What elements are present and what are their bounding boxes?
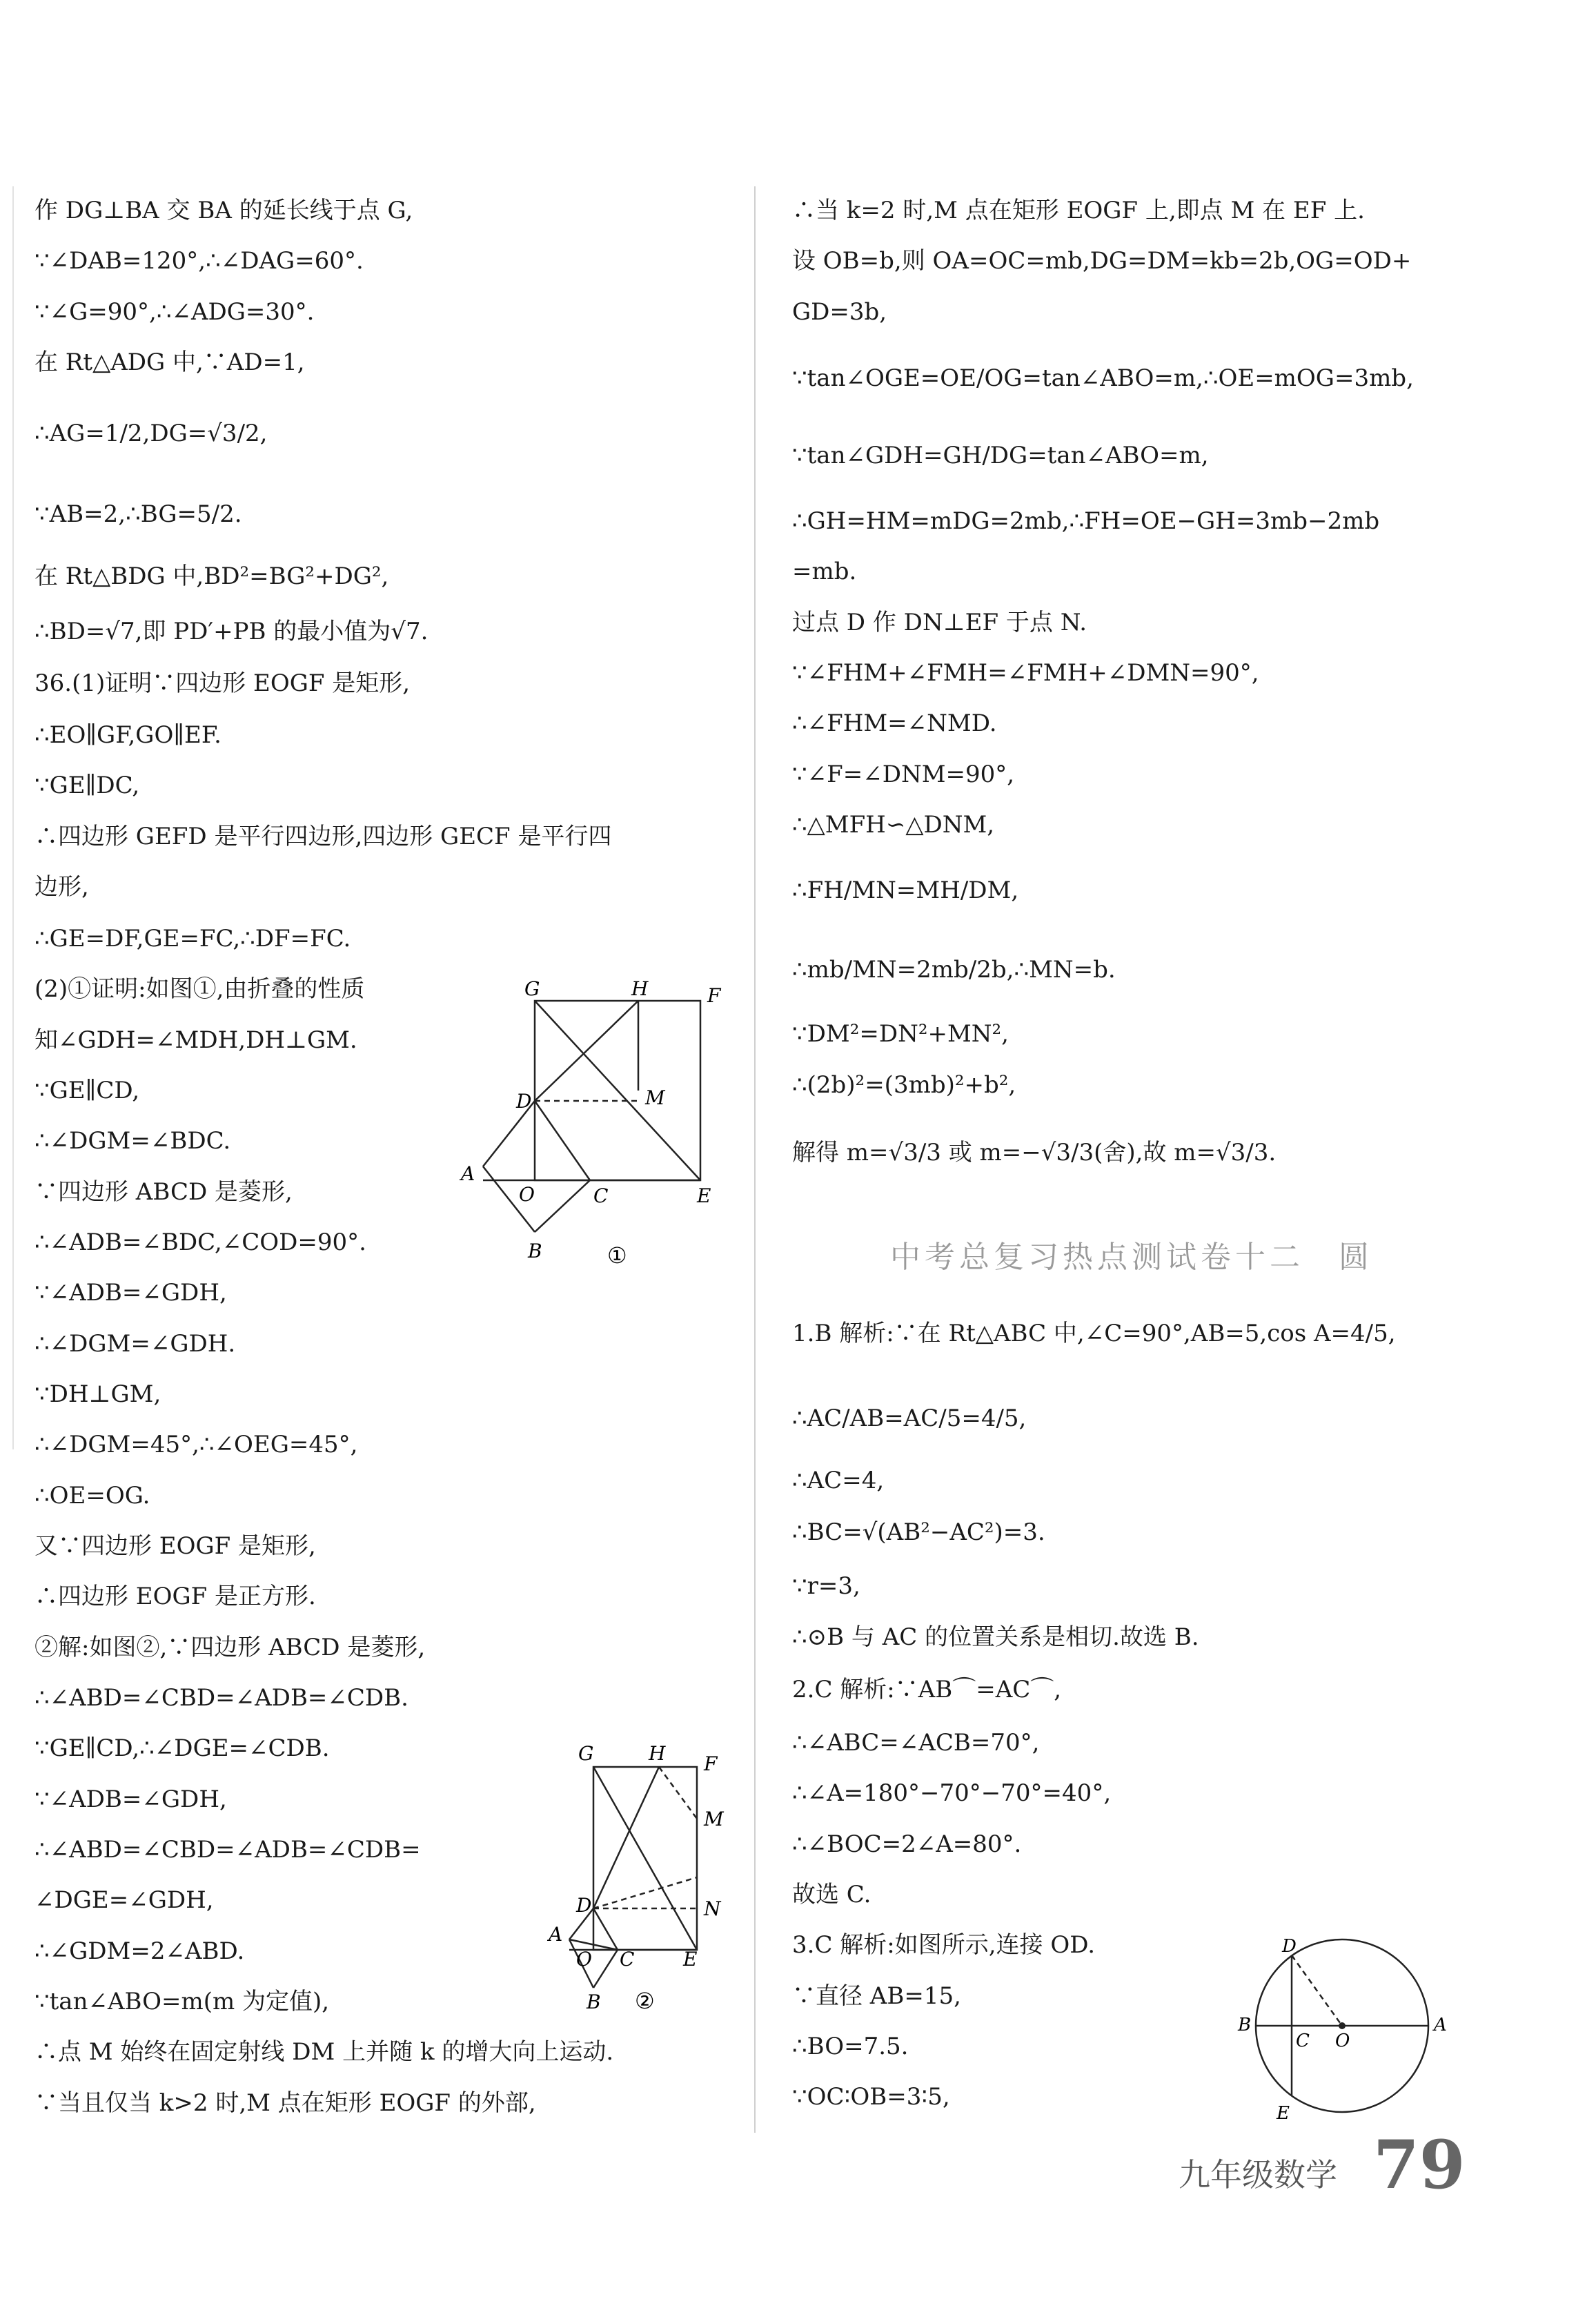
fig3-label-a: A <box>1434 2015 1447 2035</box>
fig2-label-d: D <box>576 1894 592 1917</box>
fig1-label-m: M <box>645 1086 665 1109</box>
fig2-label-b: B <box>587 1991 601 2013</box>
left-text-line: ∴∠GDM=2∠ABD. <box>35 1937 245 1965</box>
right-text-line: 故选 C. <box>792 1881 871 1908</box>
figure-1-diagram <box>455 980 731 1270</box>
fig2-label-a: A <box>549 1923 563 1946</box>
fig3-label-o: O <box>1335 2031 1350 2051</box>
left-text-line: ∵∠ADB=∠GDH, <box>35 1786 227 1813</box>
left-text-line: ∴∠DGM=45°,∴∠OEG=45°, <box>35 1431 358 1458</box>
right-text-line: ∴∠ABC=∠ACB=70°, <box>792 1729 1040 1757</box>
fig2-label-g: G <box>578 1742 594 1765</box>
right-text-line: 1.B 解析:∵在 Rt△ABC 中,∠C=90°,AB=5,cos A=4/5, <box>792 1320 1396 1347</box>
fig3-label-e: E <box>1277 2103 1290 2124</box>
left-text-line: (2)①证明:如图①,由折叠的性质 <box>35 975 365 1003</box>
right-text-line: ∵∠FHM+∠FMH=∠FMH+∠DMN=90°, <box>792 659 1259 687</box>
right-text-line: 3.C 解析:如图所示,连接 OD. <box>792 1931 1096 1959</box>
right-text-line: ∴当 k=2 时,M 点在矩形 EOGF 上,即点 M 在 EF 上. <box>792 197 1365 224</box>
left-text-line: ∵GE∥CD,∴∠DGE=∠CDB. <box>35 1734 330 1762</box>
right-text-line: ∴∠A=180°−70°−70°=40°, <box>792 1779 1112 1807</box>
right-text-line: ∵DM²=DN²+MN², <box>792 1020 1009 1048</box>
left-text-line: 在 Rt△ADG 中,∵AD=1, <box>35 349 305 376</box>
left-text-line: ∵tan∠ABO=m(m 为定值), <box>35 1988 330 2015</box>
right-text-line: 过点 D 作 DN⊥EF 于点 N. <box>792 609 1087 636</box>
right-text-line: GD=3b, <box>792 298 887 326</box>
right-text-line: ∴BC=√(AB²−AC²)=3. <box>792 1518 1045 1546</box>
right-text-line: ∴⊙B 与 AC 的位置关系是相切.故选 B. <box>792 1623 1199 1651</box>
fig1-caption: ① <box>607 1242 627 1269</box>
left-text-line: ∵四边形 ABCD 是菱形, <box>35 1178 293 1206</box>
fig2-label-h: H <box>649 1742 666 1765</box>
fig3-label-c: C <box>1296 2031 1310 2051</box>
left-text-line: ∴∠ABD=∠CBD=∠ADB=∠CDB= <box>35 1836 421 1864</box>
right-text-line: ∴BO=7.5. <box>792 2033 909 2060</box>
left-text-line: ∴GE=DF,GE=FC,∴DF=FC. <box>35 925 351 952</box>
fig1-label-d: D <box>516 1090 532 1113</box>
left-text-line: ∵∠DAB=120°,∴∠DAG=60°. <box>35 247 364 275</box>
fig1-label-o: O <box>519 1183 535 1206</box>
fig1-label-f: F <box>707 984 721 1007</box>
left-text-line: ∴四边形 GEFD 是平行四边形,四边形 GECF 是平行四 <box>35 823 612 850</box>
right-text-line: 2.C 解析:∵AB⌒=AC⌒, <box>792 1676 1062 1703</box>
left-text-line: ∵∠ADB=∠GDH, <box>35 1279 227 1307</box>
fig1-label-c: C <box>593 1184 609 1207</box>
left-text-line: ∵DH⊥GM, <box>35 1380 161 1408</box>
right-text-line: ∵OC∶OB=3∶5, <box>792 2083 950 2111</box>
right-text-line: ∵tan∠OGE=OE/OG=tan∠ABO=m,∴OE=mOG=3mb, <box>792 364 1414 392</box>
fig3-label-d: D <box>1282 1936 1297 1957</box>
fig2-label-f: F <box>704 1752 718 1775</box>
right-text-line: =mb. <box>792 558 857 585</box>
fig2-label-n: N <box>704 1897 721 1920</box>
left-text-line: ∵当且仅当 k>2 时,M 点在矩形 EOGF 的外部, <box>35 2089 536 2117</box>
column-divider <box>754 186 756 2133</box>
fig3-label-b: B <box>1238 2015 1252 2035</box>
left-text-line: ∴∠DGM=∠GDH. <box>35 1330 236 1358</box>
left-text-line: 边形, <box>35 873 89 901</box>
left-text-line: ∴四边形 EOGF 是正方形. <box>35 1583 316 1610</box>
right-text-line: ∴(2b)²=(3mb)²+b², <box>792 1071 1016 1099</box>
left-text-line: 知∠GDH=∠MDH,DH⊥GM. <box>35 1026 357 1054</box>
right-text-line: ∵直径 AB=15, <box>792 1982 961 2010</box>
right-text-line: ∴FH/MN=MH/DM, <box>792 877 1019 904</box>
right-text-line: ∵∠F=∠DNM=90°, <box>792 761 1015 788</box>
left-text-line: ∵GE∥DC, <box>35 772 140 799</box>
left-text-line: ②解:如图②,∵四边形 ABCD 是菱形, <box>35 1634 426 1661</box>
left-text-line: ∵∠G=90°,∴∠ADG=30°. <box>35 298 315 326</box>
left-text-line: 又∵四边形 EOGF 是矩形, <box>35 1532 316 1560</box>
fig1-label-a: A <box>461 1162 475 1185</box>
footer-grade-subject: 九年级数学 <box>1179 2156 1337 2193</box>
right-text-line: ∴mb/MN=2mb/2b,∴MN=b. <box>792 956 1116 984</box>
right-text-line: ∴AC/AB=AC/5=4/5, <box>792 1405 1027 1432</box>
left-text-line: ∴点 M 始终在固定射线 DM 上并随 k 的增大向上运动. <box>35 2038 614 2066</box>
fig2-label-c: C <box>620 1948 635 1971</box>
right-text-line: ∵r=3, <box>792 1572 860 1600</box>
fig1-label-h: H <box>631 980 649 1000</box>
fig1-label-b: B <box>528 1240 542 1262</box>
right-text-line: ∵tan∠GDH=GH/DG=tan∠ABO=m, <box>792 442 1209 469</box>
left-text-line: ∵AB=2,∴BG=5/2. <box>35 500 242 528</box>
left-text-line: ∵GE∥CD, <box>35 1077 140 1104</box>
fig1-label-g: G <box>524 980 540 1000</box>
right-text-line: ∴∠FHM=∠NMD. <box>792 710 997 737</box>
left-text-line: 36.(1)证明∵四边形 EOGF 是矩形, <box>35 669 411 697</box>
fig2-caption: ② <box>635 1988 655 2014</box>
fig1-label-e: E <box>697 1184 711 1207</box>
figure-2-diagram <box>538 1739 745 2015</box>
page-number: 79 <box>1373 2126 1466 2204</box>
left-text-line: ∴EO∥GF,GO∥EF. <box>35 721 221 749</box>
figure-3-circle-diagram <box>1228 1926 1463 2126</box>
left-text-line: ∴∠ABD=∠CBD=∠ADB=∠CDB. <box>35 1684 408 1712</box>
right-text-line: ∴AC=4, <box>792 1467 885 1494</box>
left-text-line: ∴BD=√7,即 PD′+PB 的最小值为√7. <box>35 618 428 645</box>
left-margin-rule <box>12 186 14 1449</box>
left-text-line: ∠DGE=∠GDH, <box>35 1886 214 1914</box>
right-text-line: ∴GH=HM=mDG=2mb,∴FH=OE−GH=3mb−2mb <box>792 507 1380 535</box>
left-text-line: ∴OE=OG. <box>35 1482 150 1509</box>
fig2-label-m: M <box>704 1808 724 1830</box>
left-text-line: ∴∠ADB=∠BDC,∠COD=90°. <box>35 1229 366 1256</box>
left-text-line: ∴∠DGM=∠BDC. <box>35 1127 231 1155</box>
right-text-line: ∴∠BOC=2∠A=80°. <box>792 1830 1022 1858</box>
right-text-line: ∴△MFH∽△DNM, <box>792 811 995 839</box>
right-text-line: 解得 m=√3/3 或 m=−√3/3(舍),故 m=√3/3. <box>792 1139 1277 1166</box>
right-text-line: 设 OB=b,则 OA=OC=mb,DG=DM=kb=2b,OG=OD+ <box>792 247 1412 275</box>
left-text-line: ∴AG=1/2,DG=√3/2, <box>35 420 268 447</box>
fig2-label-e: E <box>683 1948 698 1971</box>
fig2-label-o: O <box>576 1948 592 1971</box>
section-title: 中考总复习热点测试卷十二 圆 <box>890 1240 1373 1275</box>
left-text-line: 在 Rt△BDG 中,BD²=BG²+DG², <box>35 563 389 590</box>
left-text-line: 作 DG⊥BA 交 BA 的延长线于点 G, <box>35 197 413 224</box>
